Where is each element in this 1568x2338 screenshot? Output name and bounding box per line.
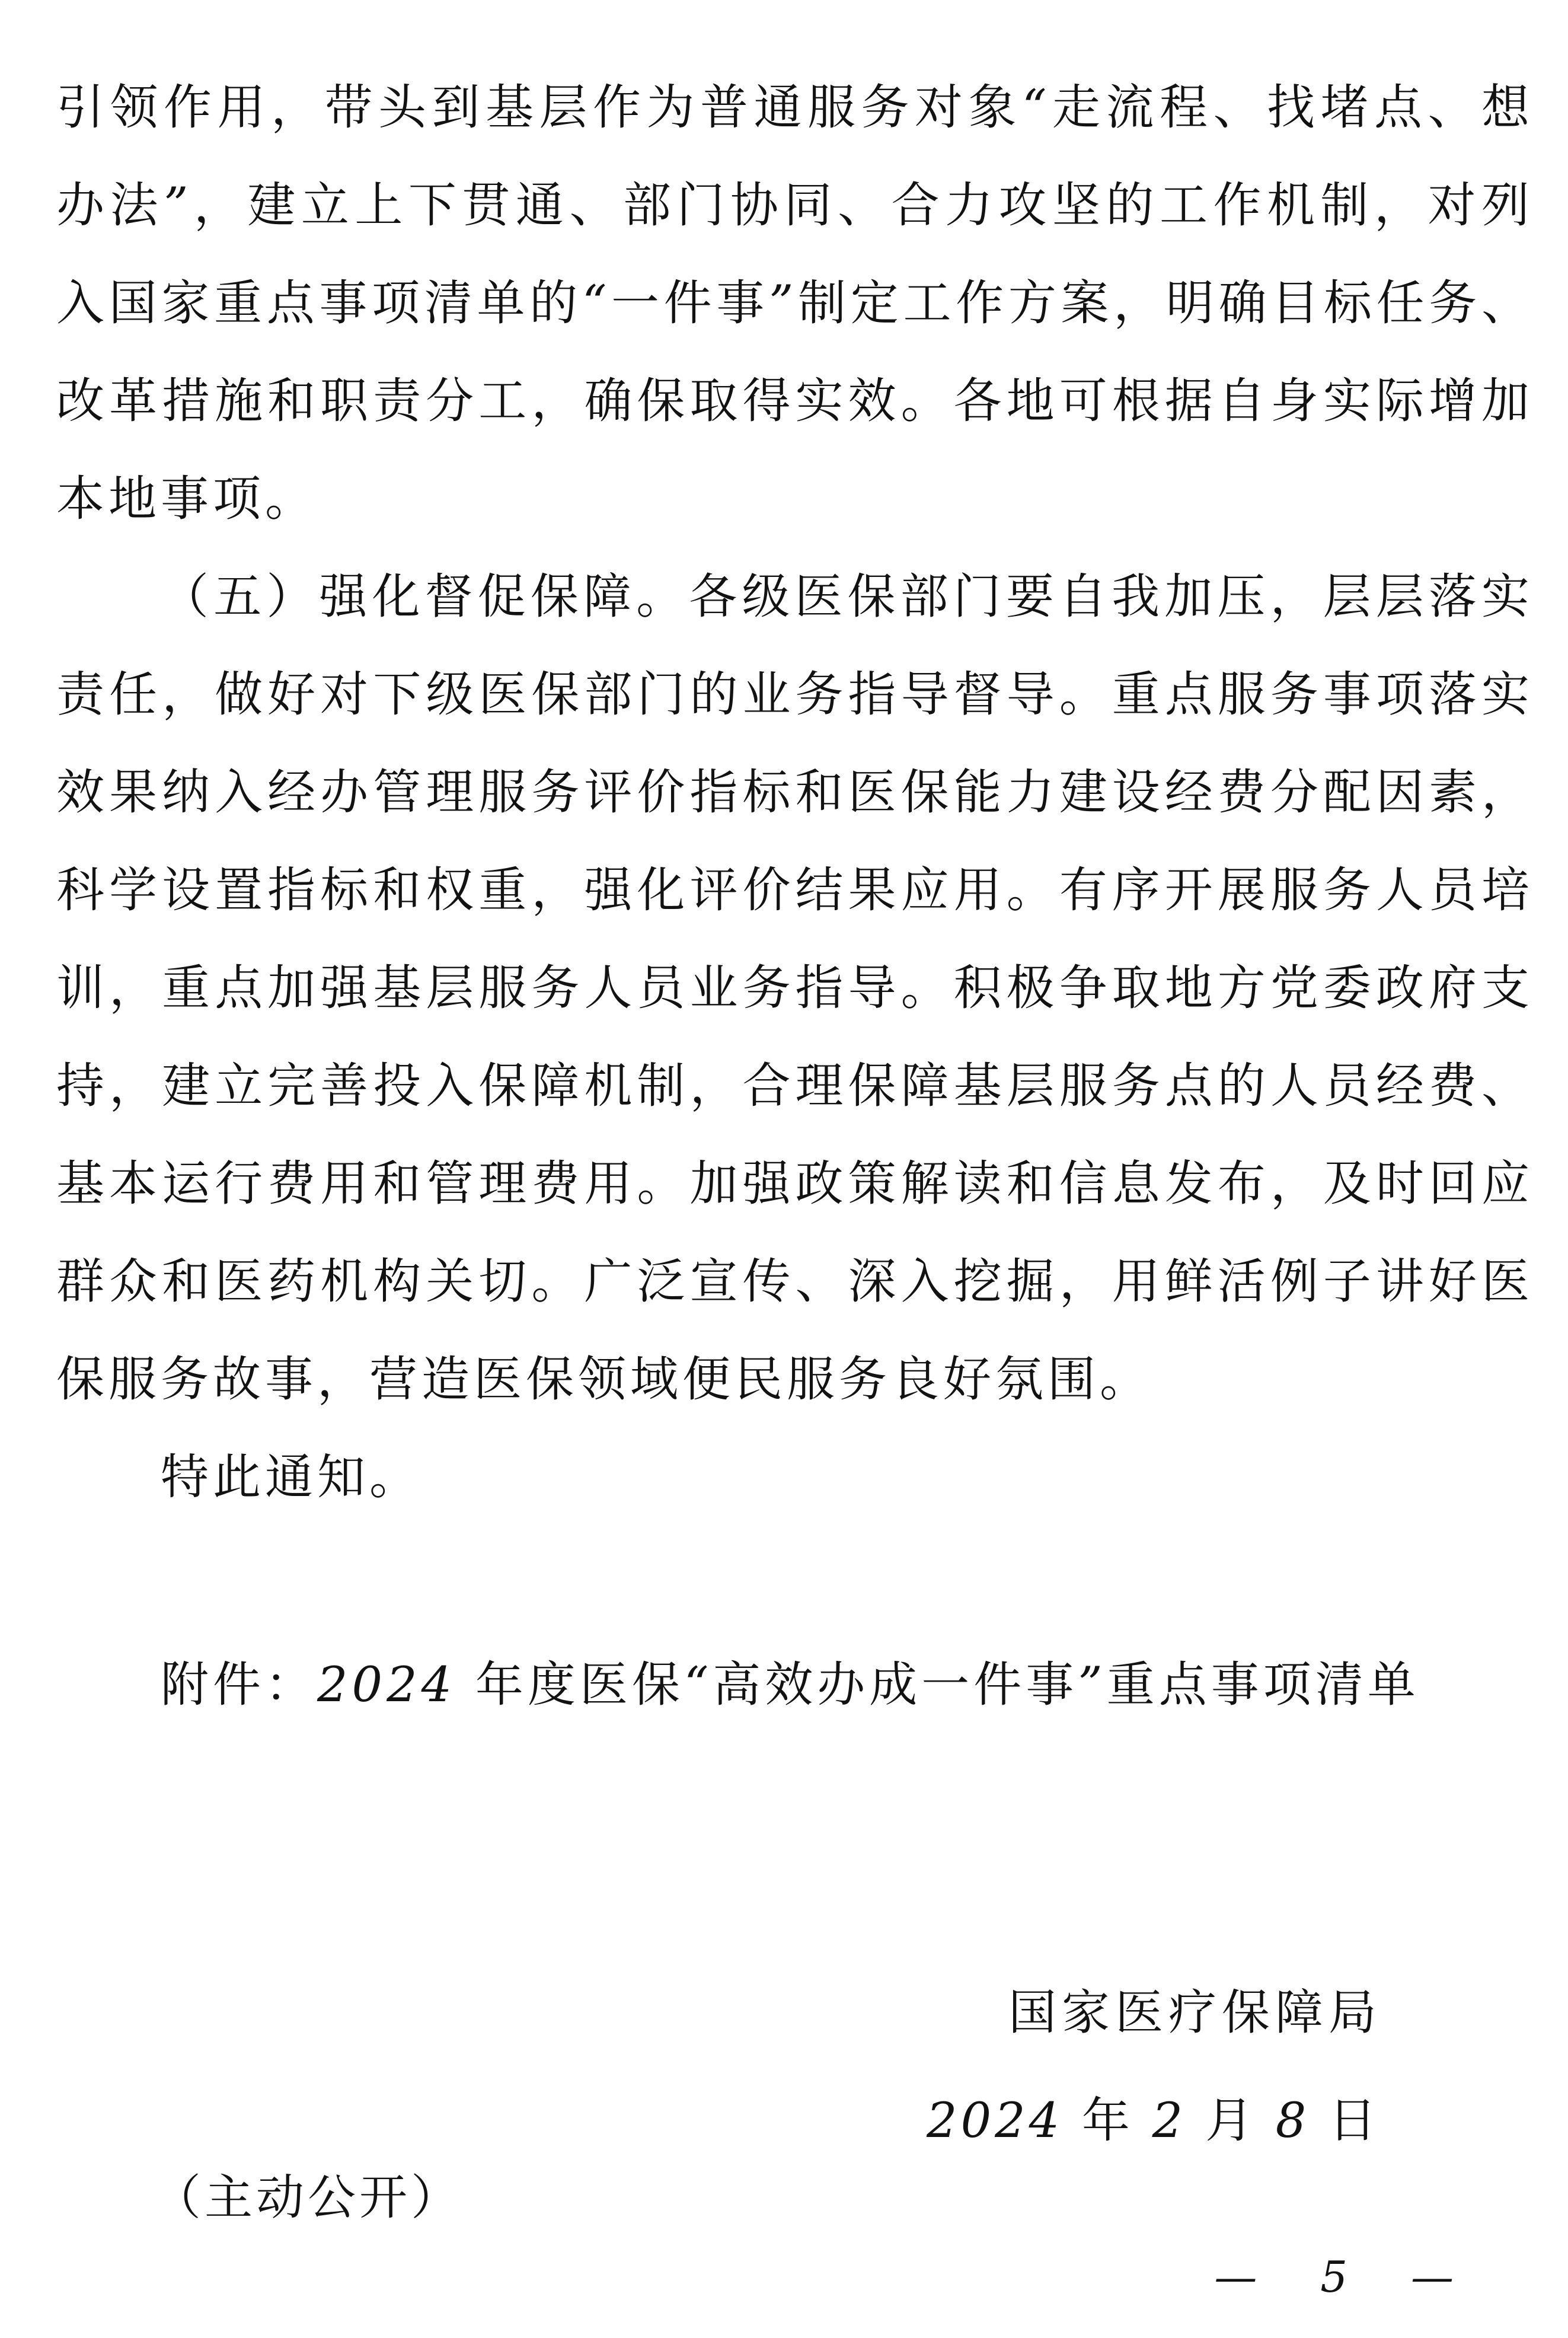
- body-paragraph-closing: 特此通知。: [161, 1450, 422, 1505]
- page-number: — 5 —: [1214, 2252, 1470, 2302]
- attachment-line: 附件：2024 年度医保“高效办成一件事”重点事项清单: [161, 1657, 1420, 1713]
- signature-date: 2024 年 2 月 8 日: [927, 2093, 1380, 2149]
- body-paragraph-section-5: （五）强化督促保障。各级医保部门要自我加压，层层落实责任，做好对下级医保部门的业务指导督导。重点服务事项落实效果纳入经办管理服务评价指标和医保能力建设经费分配因素，科学设置指标和权重，强化评价结果应用。有序开展服务人员培训，重点加强基层服务人员业务指导。积极争取地方党委政府支持，建立完善投入保障机制，合理保障基层服务点的人员经费、基本运行费用和管理费用。加强政策解读和信息发布，及时回应群众和医药机构关切。广泛宣传、深入挖掘，用鲜活例子讲好医保服务故事，营造医保领域便民服务良好氛围。: [56, 569, 1534, 1408]
- body-paragraph-continuation: 引领作用，带头到基层作为普通服务对象“走流程、找堵点、想办法”，建立上下贯通、部门协同、合力攻坚的工作机制，对列入国家重点事项清单的“一件事”制定工作方案，明确目标任务、改革措施和职责分工，确保取得实效。各地可根据自身实际增加本地事项。: [56, 80, 1534, 527]
- publicity-note: （主动公开）: [153, 2170, 463, 2226]
- document-body: [56, 59, 1534, 1734]
- signature-agency: 国家医疗保障局: [1008, 1985, 1382, 2041]
